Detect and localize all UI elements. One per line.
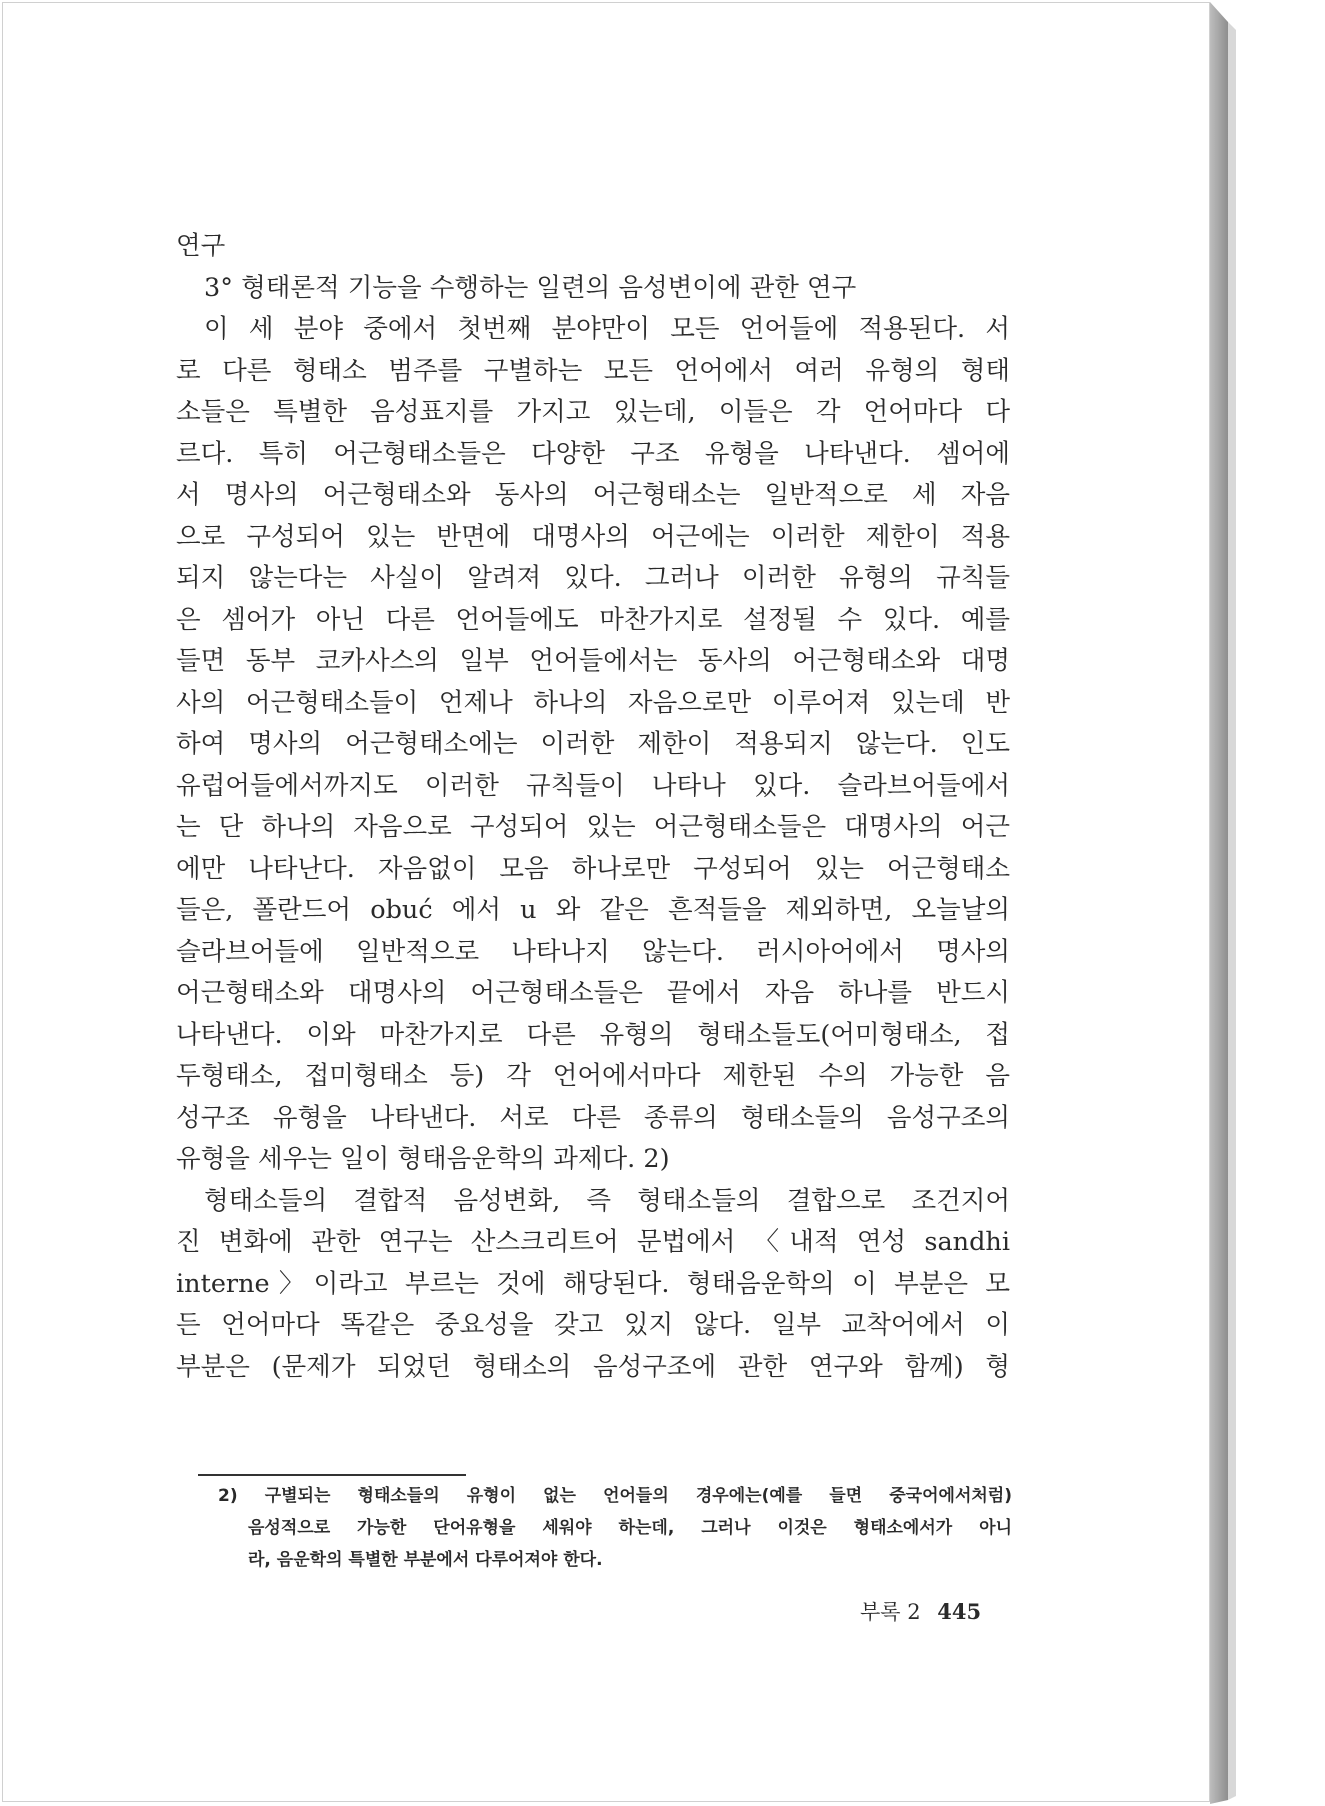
body-line: 나타낸다. 이와 마찬가지로 다른 유형의 형태소들도(어미형태소, 접: [176, 1019, 1010, 1050]
body-line: 연구: [176, 231, 226, 261]
body-line: 으로 구성되어 있는 반면에 대명사의 어근에는 이러한 제한이 적용: [176, 521, 1010, 552]
body-line: 로 다른 형태소 범주를 구별하는 모든 언어에서 여러 유형의 형태: [176, 355, 1010, 386]
footnote-line: 2) 구별되는 형태소들의 유형이 없는 언어들의 경우에는(예를 들면 중국어에서처럼): [218, 1486, 1012, 1506]
body-line: 은 셈어가 아닌 다른 언어들에도 마찬가지로 설정될 수 있다. 예를: [176, 604, 1010, 635]
body-line: 는 단 하나의 자음으로 구성되어 있는 어근형태소들은 대명사의 어근: [176, 812, 1010, 842]
body-line: 하여 명사의 어근형태소에는 이러한 제한이 적용되지 않는다. 인도: [176, 729, 1010, 759]
body-line: 두형태소, 접미형태소 등) 각 언어에서마다 제한된 수의 가능한 음: [176, 1061, 1010, 1091]
body-line: 어근형태소와 대명사의 어근형태소들은 끝에서 자음 하나를 반드시: [176, 978, 1010, 1008]
body-line: 이 세 분야 중에서 첫번째 분야만이 모든 언어들에 적용된다. 서: [204, 314, 1010, 344]
body-line: 든 언어마다 똑같은 중요성을 갖고 있지 않다. 일부 교착어에서 이: [176, 1310, 1010, 1340]
body-text: [176, 226, 1010, 1388]
body-line: 형태소들의 결합적 음성변화, 즉 형태소들의 결합으로 조건지어: [204, 1185, 1010, 1216]
body-line: 슬라브어들에 일반적으로 나타나지 않는다. 러시아어에서 명사의: [176, 936, 1010, 967]
body-line: 부분은 (문제가 되었던 형태소의 음성구조에 관한 연구와 함께) 형: [176, 1351, 1010, 1382]
page-footer: [860, 1596, 981, 1626]
body-line: 소들은 특별한 음성표지를 가지고 있는데, 이들은 각 언어마다 다: [176, 397, 1010, 427]
body-line: 에만 나타난다. 자음없이 모음 하나로만 구성되어 있는 어근형태소: [176, 853, 1010, 884]
body-line: 진 변화에 관한 연구는 산스크리트어 문법에서 〈내적 연성 sandhi: [176, 1227, 1010, 1257]
body-line: 서 명사의 어근형태소와 동사의 어근형태소는 일반적으로 세 자음: [176, 480, 1010, 510]
page-edge-shadow: [1210, 0, 1250, 1806]
body-line: interne〉이라고 부르는 것에 해당된다. 형태음운학의 이 부분은 모: [176, 1268, 1010, 1299]
body-line: 유형을 세우는 일이 형태음운학의 과제다. 2): [176, 1144, 670, 1174]
footnote-line: 음성적으로 가능한 단어유형을 세워야 하는데, 그러나 이것은 형태소에서가 아니: [248, 1518, 1012, 1538]
section-label: 부록 2: [860, 1600, 921, 1624]
body-line: 3° 형태론적 기능을 수행하는 일련의 음성변이에 관한 연구: [204, 272, 857, 303]
body-line: 르다. 특히 어근형태소들은 다양한 구조 유형을 나타낸다. 셈어에: [176, 438, 1010, 469]
body-line: 유럽어들에서까지도 이러한 규칙들이 나타나 있다. 슬라브어들에서: [176, 770, 1010, 801]
body-line: 들은, 폴란드어 obuć 에서 u 와 같은 흔적들을 제외하면, 오늘날의: [176, 895, 1010, 925]
body-line: 성구조 유형을 나타낸다. 서로 다른 종류의 형태소들의 음성구조의: [176, 1102, 1010, 1133]
body-line: 들면 동부 코카사스의 일부 언어들에서는 동사의 어근형태소와 대명: [176, 646, 1010, 676]
footnote-rule: [198, 1474, 466, 1476]
page-number: 445: [937, 1599, 982, 1624]
footnote-line: 라, 음운학의 특별한 부분에서 다루어져야 한다.: [248, 1550, 603, 1570]
body-line: 사의 어근형태소들이 언제나 하나의 자음으로만 이루어져 있는데 반: [176, 687, 1010, 718]
footnote: [218, 1480, 1012, 1576]
body-line: 되지 않는다는 사실이 알려져 있다. 그러나 이러한 유형의 규칙들: [176, 563, 1010, 593]
